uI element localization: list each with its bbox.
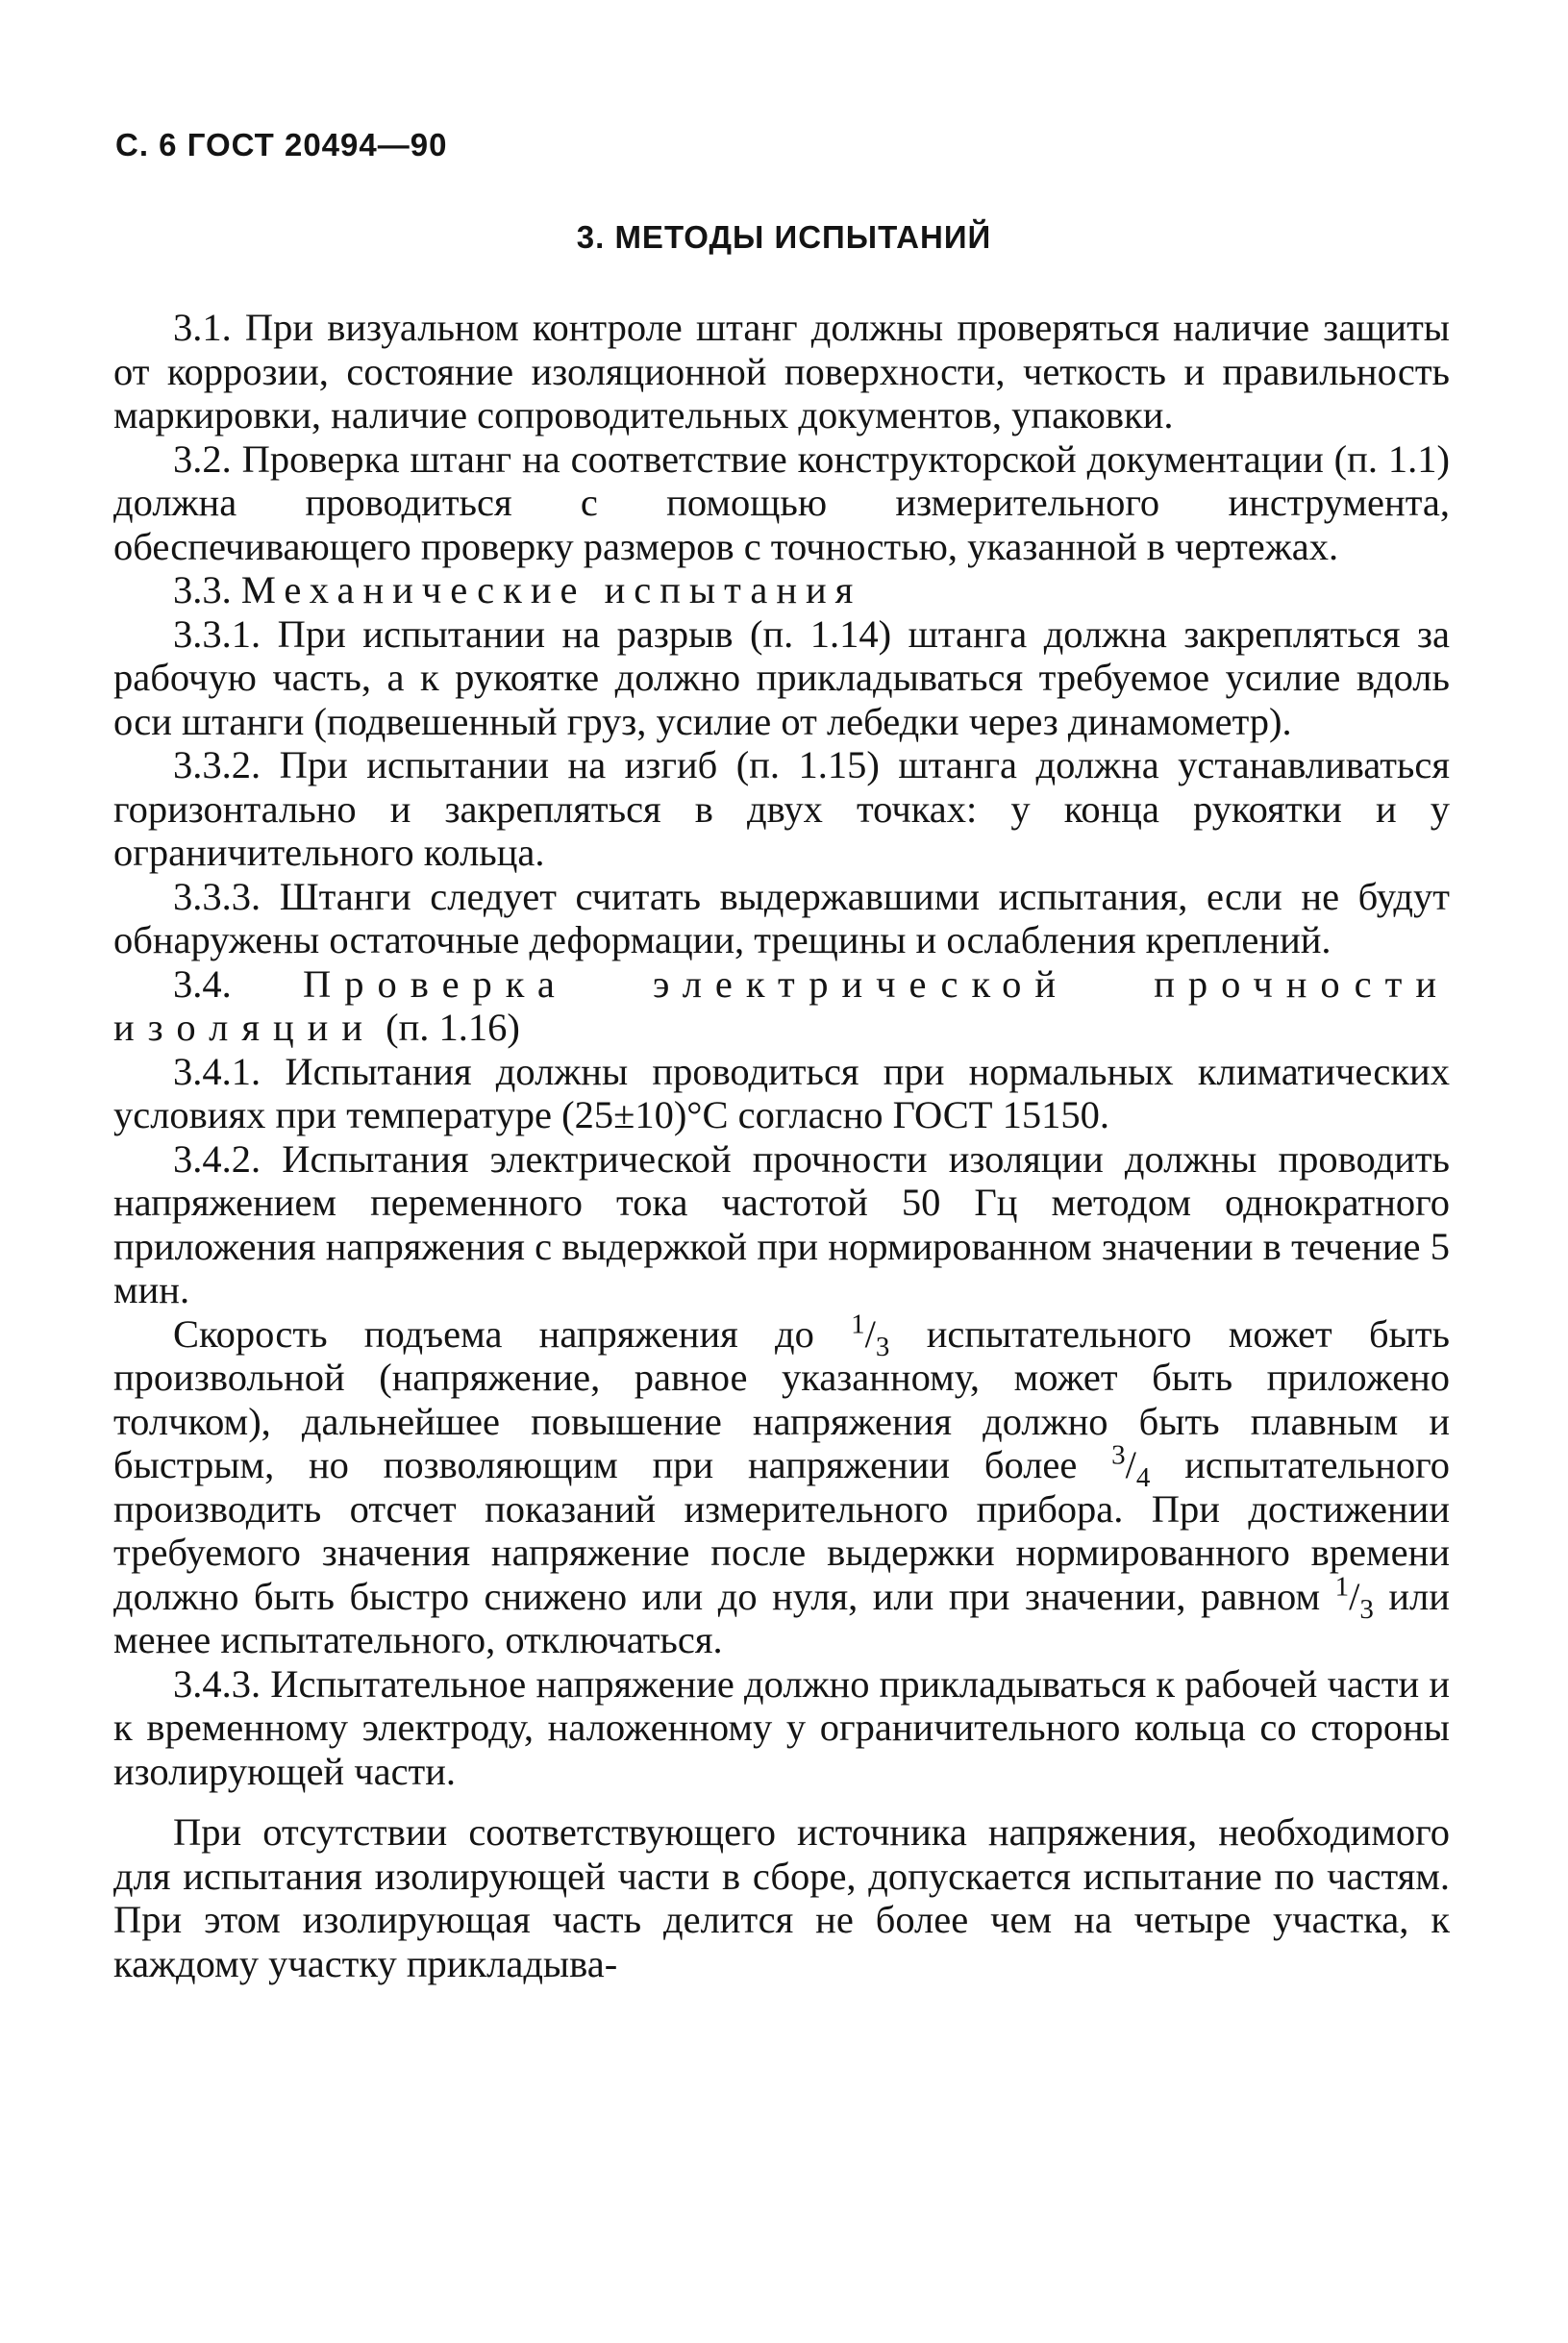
voltage-rise-text-b: испытательного может быть произвольной (напряжение, равное указанному, может быть приложено толчком), дальнейшее повышение напряжения должно быть плавным и быстрым, но позволяющим при напряжении более	[113, 1311, 1450, 1486]
fraction-2-numerator: 3	[1111, 1439, 1126, 1471]
paragraph-3-3-heading	[113, 568, 1450, 612]
paragraph-3-4-reference: (п. 1.16)	[386, 1006, 520, 1049]
paragraph-3-4-number: 3.4.	[173, 961, 232, 1006]
voltage-rise-text-a: Скорость подъема напряжения до	[173, 1311, 852, 1356]
paragraph-3-3-2: 3.3.2. При испытании на изгиб (п. 1.15) штанга должна устанавливаться горизонтально и закрепляться в двух точках: у конца рукоятки и у ограничительного кольца.	[113, 743, 1450, 874]
paragraph-3-2: 3.2. Проверка штанг на соответствие конструкторской документации (п. 1.1) должна проводиться с помощью измерительного инструмента, обеспечивающего проверку размеров с точностью, указанной в чертежах.	[113, 436, 1450, 568]
document-body	[113, 306, 1450, 1985]
paragraph-3-4-2: 3.4.2. Испытания электрической прочности изоляции должны проводить напряжением переменного тока частотой 50 Гц методом однократного приложения напряжения с выдержкой при нормированном значении в течение 5 мин.	[113, 1136, 1450, 1311]
fraction-3-denominator: 3	[1359, 1593, 1374, 1625]
section-title: 3. МЕТОДЫ ИСПЫТАНИЙ	[576, 219, 992, 255]
paragraph-3-3-number: 3.3.	[173, 568, 232, 611]
voltage-rise-text-c: испытательного производить отсчет показаний измерительного прибора. При достижении требуемого значения напряжение после выдержки нормированного времени должно быть быстро снижено или до нуля, или при значении, равном	[113, 1443, 1451, 1618]
fraction-3-numerator: 1	[1334, 1571, 1350, 1602]
voltage-rise-text-d: или менее испытательного, отключаться.	[113, 1574, 1450, 1661]
fraction-1-denominator: 3	[875, 1331, 890, 1362]
fraction-2-denominator: 4	[1135, 1462, 1151, 1494]
paragraph-3-4-3: 3.4.3. Испытательное напряжение должно прикладываться к рабочей части и к временному электроду, наложенному у ограничительного кольца со стороны изолирующей части.	[113, 1661, 1450, 1793]
paragraph-3-4-heading	[113, 962, 1450, 1050]
paragraph-3-4-1: 3.4.1. Испытания должны проводиться при нормальных климатических условиях при температуре (25±10)°С согласно ГОСТ 15150.	[113, 1049, 1450, 1136]
paragraph-3-3-3: 3.3.3. Штанги следует считать выдержавшими испытания, если не будут обнаружены остаточные деформации, трещины и ослабления креплений.	[113, 874, 1450, 961]
paragraph-3-3-title: Механические испытания	[240, 568, 862, 611]
fraction-1-numerator: 1	[851, 1309, 865, 1339]
paragraph-no-source: При отсутствии соответствующего источника напряжения, необходимого для испытания изолирующей части в сборе, допускается испытание по частям. При этом изолирующая часть делится не более чем на четыре участка, к каждому участку прикладыва-	[113, 1810, 1450, 1985]
paragraph-voltage-rise: Скорость подъема напряжения до $^1/_3$ испытательного может быть произвольной (напряжение, равное указанному, может быть приложено толчком), дальнейшее повышение напряжения должно быть плавным и быстрым, но позволяющим при напряжении более $^3/_4$ испытательного производить отсчет показаний измерительного прибора. При достижении требуемого значения напряжение после выдержки нормированного времени должно быть быстро снижено или до нуля, или при значении, равном $^1/_3$ или менее испытательного, отключаться.	[113, 1309, 1451, 1661]
page-header: С. 6 ГОСТ 20494—90	[115, 127, 448, 162]
paragraph-3-3-1: 3.3.1. При испытании на разрыв (п. 1.14) штанга должна закрепляться за рабочую часть, а к рукоятке должно прикладываться требуемое усилие вдоль оси штанги (подвешенный груз, усилие от лебедки через динамометр).	[113, 611, 1450, 743]
paragraph-3-1: 3.1. При визуальном контроле штанг должны проверяться наличие защиты от коррозии, состояние изоляционной поверхности, четкость и правильность маркировки, наличие сопроводительных документов, упаковки.	[113, 306, 1450, 436]
paragraph-3-4-title: Проверка электрической прочности изоляции	[113, 961, 1450, 1049]
